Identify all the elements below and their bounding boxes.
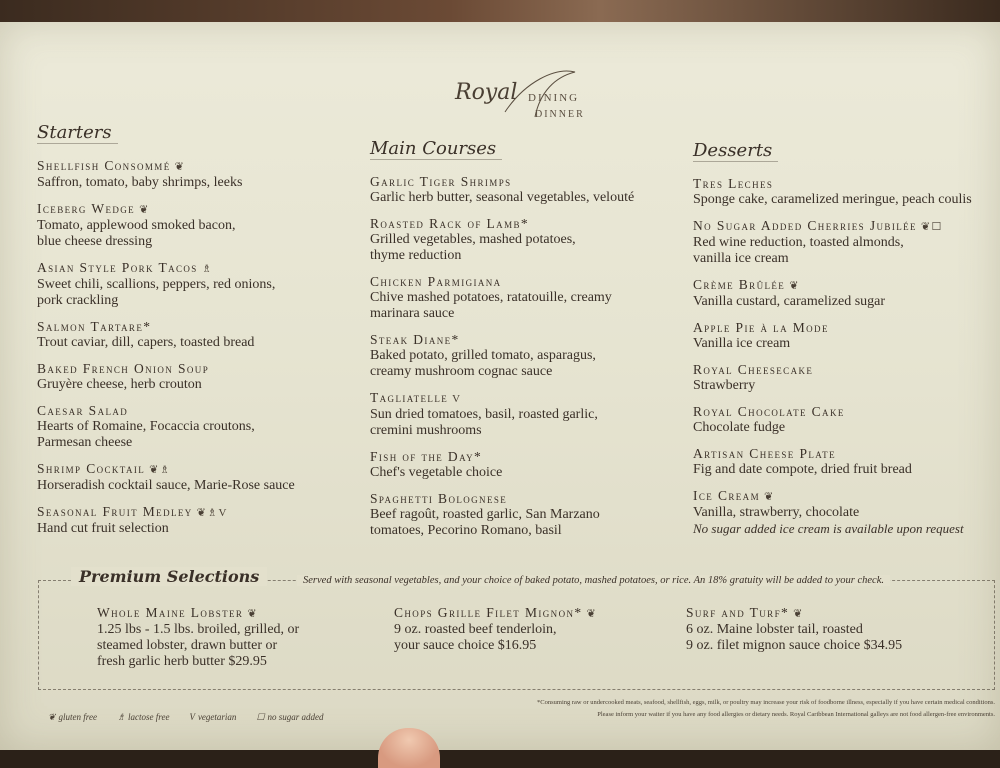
menu-item-title: Caesar Salad (37, 403, 129, 418)
menu-item-name (693, 176, 993, 192)
menu-item (370, 332, 670, 380)
menu-item-description: Chive mashed potatoes, ratatouille, creamy (370, 290, 612, 305)
main-courses-list (370, 174, 670, 539)
menu-item-title: Shellfish Consommé (37, 158, 171, 173)
menu-item-description: pork crackling (37, 293, 119, 308)
menu-item (693, 277, 993, 310)
disclaimer-line: *Consuming raw or undercooked meats, seafood, shellfish, eggs, milk, or poultry may increase your risk of foodborne illness, especially if you have certain medical conditions. (537, 699, 995, 706)
menu-item-title: Crème Brûlée (693, 277, 786, 292)
menu-item-title: Steak Diane* (370, 332, 460, 347)
menu-item-description: Sun dried tomatoes, basil, roasted garlic, (370, 407, 598, 422)
legend-entry (256, 712, 323, 722)
menu-item-name (370, 390, 670, 407)
menu-item (370, 216, 670, 264)
menu-item (37, 403, 357, 451)
menu-item (370, 274, 670, 322)
menu-item-name (693, 320, 993, 336)
dietary-marks-icon: ❦☐ (920, 221, 943, 233)
menu-item-name (370, 216, 670, 232)
premium-item-description: fresh garlic herb butter $29.95 (97, 654, 267, 669)
menu-item (37, 260, 357, 309)
logo-royal: Royal (455, 80, 518, 105)
menu-item (37, 504, 357, 537)
premium-item-lobster (97, 605, 299, 670)
premium-selections-title: Premium Selections (71, 567, 267, 586)
dietary-marks-icon: ❦ (247, 608, 258, 620)
legend-symbol-icon: ❦ (48, 712, 56, 722)
legend-label: vegetarian (197, 712, 237, 722)
menu-item-name (37, 260, 357, 277)
menu-item-name (37, 403, 357, 419)
royal-dining-logo (455, 62, 625, 132)
menu-item-description: creamy mushroom cognac sauce (370, 364, 553, 379)
menu-item-title: Fish of the Day* (370, 449, 483, 464)
premium-item-name: Whole Maine Lobster ❦ (97, 605, 258, 620)
menu-item-name (693, 277, 993, 294)
menu-item-title: No Sugar Added Cherries Jubilée (693, 218, 917, 233)
menu-item (693, 218, 993, 267)
starters-list (37, 158, 357, 537)
menu-item-description: marinara sauce (370, 306, 455, 321)
legend-entry (189, 712, 236, 722)
menu-item-name (370, 491, 670, 507)
menu-item (370, 449, 670, 481)
menu-item (370, 174, 670, 206)
menu-item (693, 488, 993, 537)
desserts-column (693, 140, 993, 547)
menu-item-title: Tagliatelle (370, 390, 449, 405)
menu-item-description: Garlic herb butter, seasonal vegetables, velouté (370, 190, 635, 205)
menu-item (37, 319, 357, 351)
menu-item-name (693, 446, 993, 462)
menu-item-name (370, 332, 670, 348)
dietary-marks-icon: V (452, 393, 462, 405)
dietary-legend (48, 712, 344, 723)
menu-item (370, 491, 670, 539)
premium-selections-note: Served with seasonal vegetables, and your choice of baked potato, mashed potatoes, or rice. An 18% gratuity will be added to your check. (297, 575, 890, 586)
menu-item-title: Roasted Rack of Lamb* (370, 216, 530, 231)
menu-item-description: Gruyère cheese, herb crouton (37, 377, 202, 392)
dietary-marks-icon: ❦♗ (149, 464, 172, 476)
menu-item-description: Sweet chili, scallions, peppers, red onions, (37, 277, 276, 292)
logo-dinner: DINNER (535, 109, 585, 120)
premium-selections-box (38, 567, 995, 690)
menu-item (37, 361, 357, 393)
menu-item-title: Iceberg Wedge (37, 201, 136, 216)
premium-item-description: steamed lobster, drawn butter or (97, 638, 278, 653)
dietary-marks-icon: ❦ (763, 491, 775, 503)
menu-item-description: Chocolate fudge (693, 420, 786, 435)
menu-item-name (37, 361, 357, 377)
menu-item-name (37, 158, 357, 175)
menu-item-description: Tomato, applewood smoked bacon, (37, 218, 236, 233)
menu-item-title: Shrimp Cocktail (37, 461, 146, 476)
menu-item-title: Royal Chocolate Cake (693, 404, 845, 419)
logo-dining: DINING (528, 92, 580, 104)
menu-item-name (693, 218, 993, 235)
premium-item-description: 9 oz. filet mignon sauce choice $34.95 (686, 638, 903, 653)
legend-symbol-icon: ☐ (256, 712, 265, 722)
desserts-title: Desserts (693, 140, 778, 162)
menu-item-description: Horseradish cocktail sauce, Marie-Rose sauce (37, 478, 295, 493)
menu-item-note: No sugar added ice cream is available upon request (693, 521, 964, 536)
premium-item-description: 1.25 lbs - 1.5 lbs. broiled, grilled, or (97, 622, 300, 637)
menu-item (370, 390, 670, 439)
menu-item-name (37, 201, 357, 218)
menu-item-title: Apple Pie à la Mode (693, 320, 829, 335)
table-background (0, 0, 1000, 22)
menu-item-title: Ice Cream (693, 488, 760, 503)
menu-item-description: Saffron, tomato, baby shrimps, leeks (37, 175, 243, 190)
menu-item (37, 158, 357, 191)
menu-item-name (370, 174, 670, 190)
premium-item-filet (394, 605, 597, 654)
menu-item-description: Strawberry (693, 378, 756, 393)
starters-column (37, 122, 357, 547)
menu-item-description: Grilled vegetables, mashed potatoes, (370, 232, 576, 247)
menu-item-title: Royal Cheesecake (693, 362, 814, 377)
premium-item-description: 6 oz. Maine lobster tail, roasted (686, 622, 863, 637)
menu-item-description: Parmesan cheese (37, 435, 133, 450)
menu-item-title: Baked French Onion Soup (37, 361, 210, 376)
menu-item-description: vanilla ice cream (693, 251, 789, 266)
premium-item-description: your sauce choice $16.95 (394, 638, 537, 653)
menu-item-title: Chicken Parmigiana (370, 274, 502, 289)
menu-item-description: Vanilla custard, caramelized sugar (693, 294, 886, 309)
menu-item (693, 176, 993, 208)
menu-item-title: Spaghetti Bolognese (370, 491, 508, 506)
menu-item-description: cremini mushrooms (370, 423, 482, 438)
legend-label: gluten free (58, 712, 97, 722)
main-courses-column (370, 138, 670, 549)
legend-entry (117, 712, 169, 722)
dietary-marks-icon: ❦ (139, 204, 150, 216)
main-courses-title: Main Courses (370, 138, 502, 160)
menu-item-description: Chef's vegetable choice (370, 465, 503, 480)
premium-item-name: Surf and Turf* ❦ (686, 605, 804, 620)
dietary-marks-icon: ♗ (201, 263, 213, 275)
menu-item (693, 320, 993, 352)
menu-item-name (693, 488, 993, 505)
menu-item-description: Vanilla, strawberry, chocolate (693, 505, 860, 520)
legend-label: lactose free (128, 712, 170, 722)
menu-item-name (693, 362, 993, 378)
menu-item-description: Beef ragoût, roasted garlic, San Marzano (370, 507, 600, 522)
food-safety-disclaimer (420, 697, 995, 721)
menu-item (37, 201, 357, 250)
menu-item-description: Vanilla ice cream (693, 336, 791, 351)
menu-item-title: Garlic Tiger Shrimps (370, 174, 512, 189)
dietary-marks-icon: ❦ (174, 161, 186, 173)
menu-item-title: Artisan Cheese Plate (693, 446, 836, 461)
dietary-marks-icon: ❦ (789, 280, 800, 292)
premium-item-description: 9 oz. roasted beef tenderloin, (394, 622, 557, 637)
menu-item-description: tomatoes, Pecorino Romano, basil (370, 523, 562, 538)
menu-item-description: Red wine reduction, toasted almonds, (693, 235, 904, 250)
menu-item-description: Baked potato, grilled tomato, asparagus, (370, 348, 596, 363)
menu-item (693, 446, 993, 478)
desserts-list (693, 176, 993, 537)
menu-item-name (37, 461, 357, 478)
menu-item-description: thyme reduction (370, 248, 462, 263)
menu-item-name (693, 404, 993, 420)
menu-item-name (370, 449, 670, 465)
menu-item (693, 362, 993, 394)
dietary-marks-icon: ❦♗V (196, 507, 228, 519)
menu-item (693, 404, 993, 436)
premium-item-surf-turf (686, 605, 902, 654)
dietary-marks-icon: ❦ (793, 608, 804, 620)
premium-item-name: Chops Grille Filet Mignon* ❦ (394, 605, 598, 620)
menu-item-title: Tres Leches (693, 176, 774, 191)
legend-entry (48, 712, 97, 722)
dietary-marks-icon: ❦ (586, 608, 598, 620)
menu-item-name (37, 319, 357, 335)
starters-title: Starters (37, 122, 118, 144)
menu-item-description: Fig and date compote, dried fruit bread (693, 462, 912, 477)
menu-item-name (370, 274, 670, 290)
menu-item-title: Seasonal Fruit Medley (37, 504, 193, 519)
menu-item-description: Hand cut fruit selection (37, 521, 169, 536)
legend-symbol-icon: ♗ (116, 712, 126, 722)
menu-item (37, 461, 357, 494)
disclaimer-line: Please inform your waiter if you have any food allergies or dietary needs. Royal Caribbean International galleys are not food allergen-free environments. (597, 711, 995, 718)
menu-item-description: blue cheese dressing (37, 234, 153, 249)
legend-symbol-icon: V (189, 712, 195, 722)
menu-item-description: Sponge cake, caramelized meringue, peach coulis (693, 192, 972, 207)
menu-item-name (37, 504, 357, 521)
menu-item-title: Asian Style Pork Tacos (37, 260, 198, 275)
menu-item-title: Salmon Tartare* (37, 319, 152, 334)
menu-item-description: Hearts of Romaine, Focaccia croutons, (37, 419, 255, 434)
legend-label: no sugar added (267, 712, 324, 722)
menu-item-description: Trout caviar, dill, capers, toasted bread (37, 335, 255, 350)
